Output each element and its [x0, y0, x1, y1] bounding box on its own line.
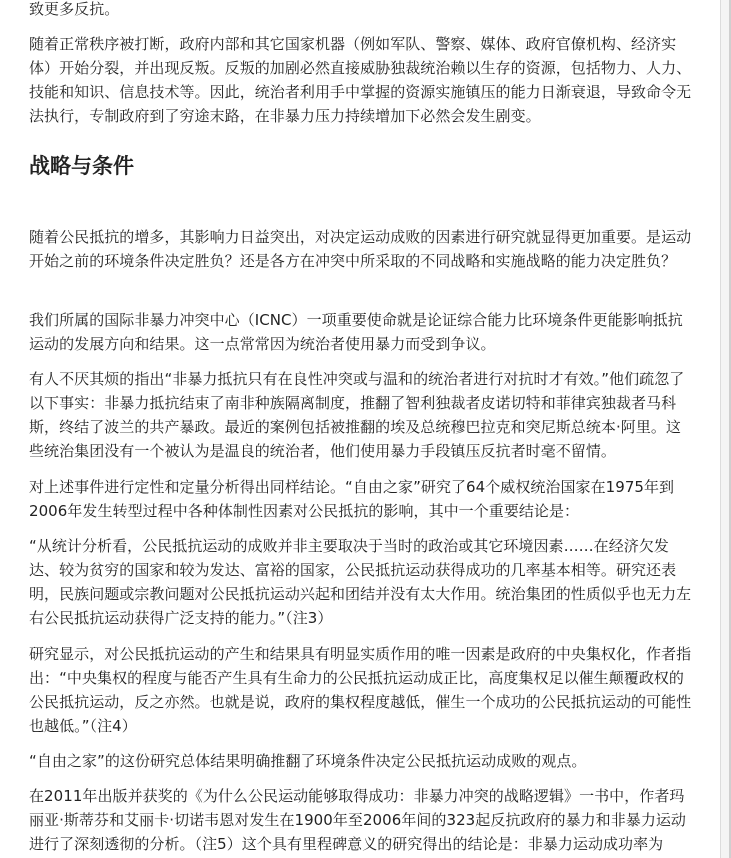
paragraph-regime-collapse: 随着正常秩序被打断，政府内部和其它国家机器（例如军队、警察、媒体、政府官僚机构、经济实体）开始分裂，并出现反叛。反叛的加剧必然直接威胁独裁统治赖以生存的资源，包括物力、人力、技能和知识、信息技术等。因此，统治者利用手中掌握的资源实施镇压的能力日渐衰退，导致命令无法执行，专制政府到了穷途末路，在非暴力压力持续增加下必然会发生剧变。 — [29, 35, 692, 125]
paragraph-centralization: 研究显示，对公民抵抗运动的产生和结果具有明显实质作用的唯一因素是政府的中央集权化，作者指出：“中央集权的程度与能否产生具有生命力的公民抵抗运动成正比，高度集权足以催生颠覆政权的公民抵抗运动，反之亦然。也就是说，政府的集权程度越低，催生一个成功的公民抵抗运动的可能性也越低。”（注4） — [29, 645, 692, 735]
section-heading-strategy: 战略与条件 — [29, 154, 134, 178]
paragraph-quote: “从统计分析看，公民抵抗运动的成败并非主要取决于当时的政治或其它环境因素……在经济欠发达、较为贫穷的国家和较为发达、富裕的国家，公民抵抗运动获得成功的几率基本相等。研究还表明，民族问题或宗教问题对公民抵抗运动兴起和团结并没有太大作用。统治集团的性质似乎也无力左右公民抵抗运动获得广泛支持的能力。”（注3） — [29, 537, 692, 627]
paragraph-book: 在2011年出版并获奖的《为什么公民运动能够取得成功：非暴力冲突的战略逻辑》一书中，作者玛丽亚·斯蒂芬和艾丽卡·切诺韦恩对发生在1900年至2006年间的323起反抗政府的暴力和非暴力运动进行了深刻透彻的分析。（注5）这个具有里程碑意义的研究得出的结论是：非暴力运动成功率为 — [29, 787, 686, 853]
paragraph-top-fragment: 致更多反抗。 — [29, 0, 120, 18]
paragraph-cases: 有人不厌其烦的指出“非暴力抵抗只有在良性冲突或与温和的统治者进行对抗时才有效。”他们疏忽了以下事实：非暴力抵抗结束了南非种族隔离制度，推翻了智利独裁者皮诺切特和菲律宾独裁者马科斯，终结了波兰的共产暴政。最近的案例包括被推翻的埃及总统穆巴拉克和突尼斯总统本·阿里。这些统治集团没有一个被认为是温良的统治者，他们使用暴力手段镇压反抗者时毫不留情。 — [29, 370, 685, 460]
paragraph-freedom-house: 对上述事件进行定性和定量分析得出同样结论。“自由之家”研究了64个威权统治国家在1975年到2006年发生转型过程中各种体制性因素对公民抵抗的影响，其中一个重要结论是： — [29, 478, 675, 520]
paragraph-overturned: “自由之家”的这份研究总体结果明确推翻了环境条件决定公民抵抗运动成败的观点。 — [29, 752, 587, 770]
paragraph-question: 随着公民抵抗的增多，其影响力日益突出，对决定运动成败的因素进行研究就显得更加重要。是运动开始之前的环境条件决定胜负？还是各方在冲突中所采取的不同战略和实施战略的能力决定胜负？ — [29, 228, 692, 270]
paragraph-icnc: 我们所属的国际非暴力冲突中心（ICNC）一项重要使命就是论证综合能力比环境条件更能影响抵抗运动的发展方向和结果。这一点常常因为统治者使用暴力而受到争议。 — [29, 311, 683, 353]
